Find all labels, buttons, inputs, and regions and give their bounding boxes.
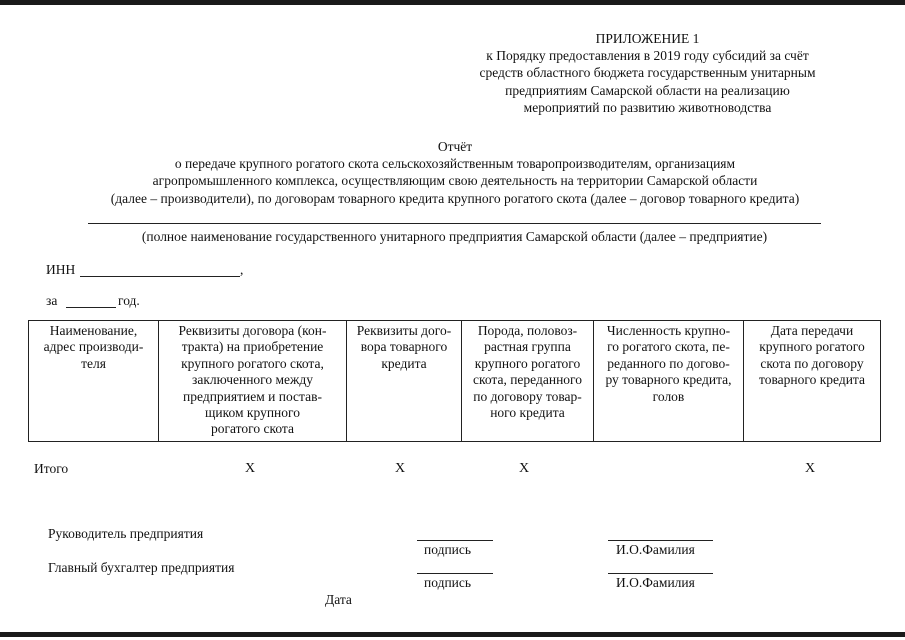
header-head-count: Численность крупно- го рогатого скота, пе- реданного по догово- ру товарного кредита, голов (594, 321, 744, 442)
header-transfer-date: Дата передачи крупного рогатого скота по договору товарного кредита (744, 321, 881, 442)
report-subtitle-line: агропромышленного комплекса, осуществляющим свою деятельность на территории Самарской области (152, 173, 758, 189)
accountant-signature-caption: подпись (424, 575, 472, 590)
head-of-enterprise-label: Руководитель предприятия (48, 526, 204, 541)
totals-x-mark: Х (245, 461, 256, 476)
appendix-line: мероприятий по развитию животноводства (523, 99, 772, 115)
appendix-line: предприятиям Самарской области на реализацию (505, 82, 790, 98)
inn-comma: , (240, 262, 244, 277)
totals-x-mark: Х (395, 461, 406, 476)
year-prefix-label: за (46, 293, 58, 308)
header-breed-group: Порода, половоз- растная группа крупного рогатого скота, переданного по договору товар- ного кредита (462, 321, 594, 442)
report-heading (40, 138, 870, 207)
enterprise-name-field-line[interactable] (88, 223, 821, 224)
inn-label: ИНН (46, 262, 76, 277)
totals-x-mark: Х (805, 461, 816, 476)
inn-field-line[interactable] (80, 276, 240, 277)
enterprise-name-caption: (полное наименование государственного унитарного предприятия Самарской области (далее – предприятие) (141, 229, 768, 244)
report-subtitle-line: о передаче крупного рогатого скота сельскохозяйственным товаропроизводителям, организациям (174, 156, 736, 172)
chief-accountant-label: Главный бухгалтер предприятия (48, 560, 235, 575)
year-suffix-label: год. (118, 293, 140, 308)
appendix-block (455, 30, 840, 116)
date-label: Дата (325, 592, 352, 607)
year-field-line[interactable] (66, 307, 116, 308)
header-producer: Наименование, адрес производи- теля (29, 321, 159, 442)
appendix-line: средств областного бюджета государственным унитарным (479, 65, 816, 81)
head-name-caption: И.О.Фамилия (616, 542, 695, 557)
header-purchase-contract: Реквизиты договора (кон- тракта) на приобретение крупного рогатого скота, заключенного между предприятием и постав- щиком крупного рогатого скота (159, 321, 347, 442)
totals-x-mark: Х (519, 461, 530, 476)
accountant-name-caption: И.О.Фамилия (616, 575, 695, 590)
report-table (28, 320, 881, 442)
appendix-line: к Порядку предоставления в 2019 году субсидий за счёт (486, 48, 809, 64)
head-signature-line[interactable] (417, 540, 493, 541)
totals-label: Итого (34, 461, 69, 476)
head-name-line[interactable] (608, 540, 713, 541)
report-subtitle-line: (далее – производители), по договорам товарного кредита крупного рогатого скота (далее – договор товарного кредита) (110, 190, 800, 206)
report-title: Отчёт (437, 139, 473, 154)
accountant-name-line[interactable] (608, 573, 713, 574)
accountant-signature-line[interactable] (417, 573, 493, 574)
top-border-bar (0, 0, 905, 5)
bottom-border-bar (0, 632, 905, 637)
header-credit-contract: Реквизиты дого- вора товарного кредита (347, 321, 462, 442)
table-header-row (29, 321, 881, 442)
head-signature-caption: подпись (424, 542, 472, 557)
appendix-title: ПРИЛОЖЕНИЕ 1 (595, 31, 700, 46)
